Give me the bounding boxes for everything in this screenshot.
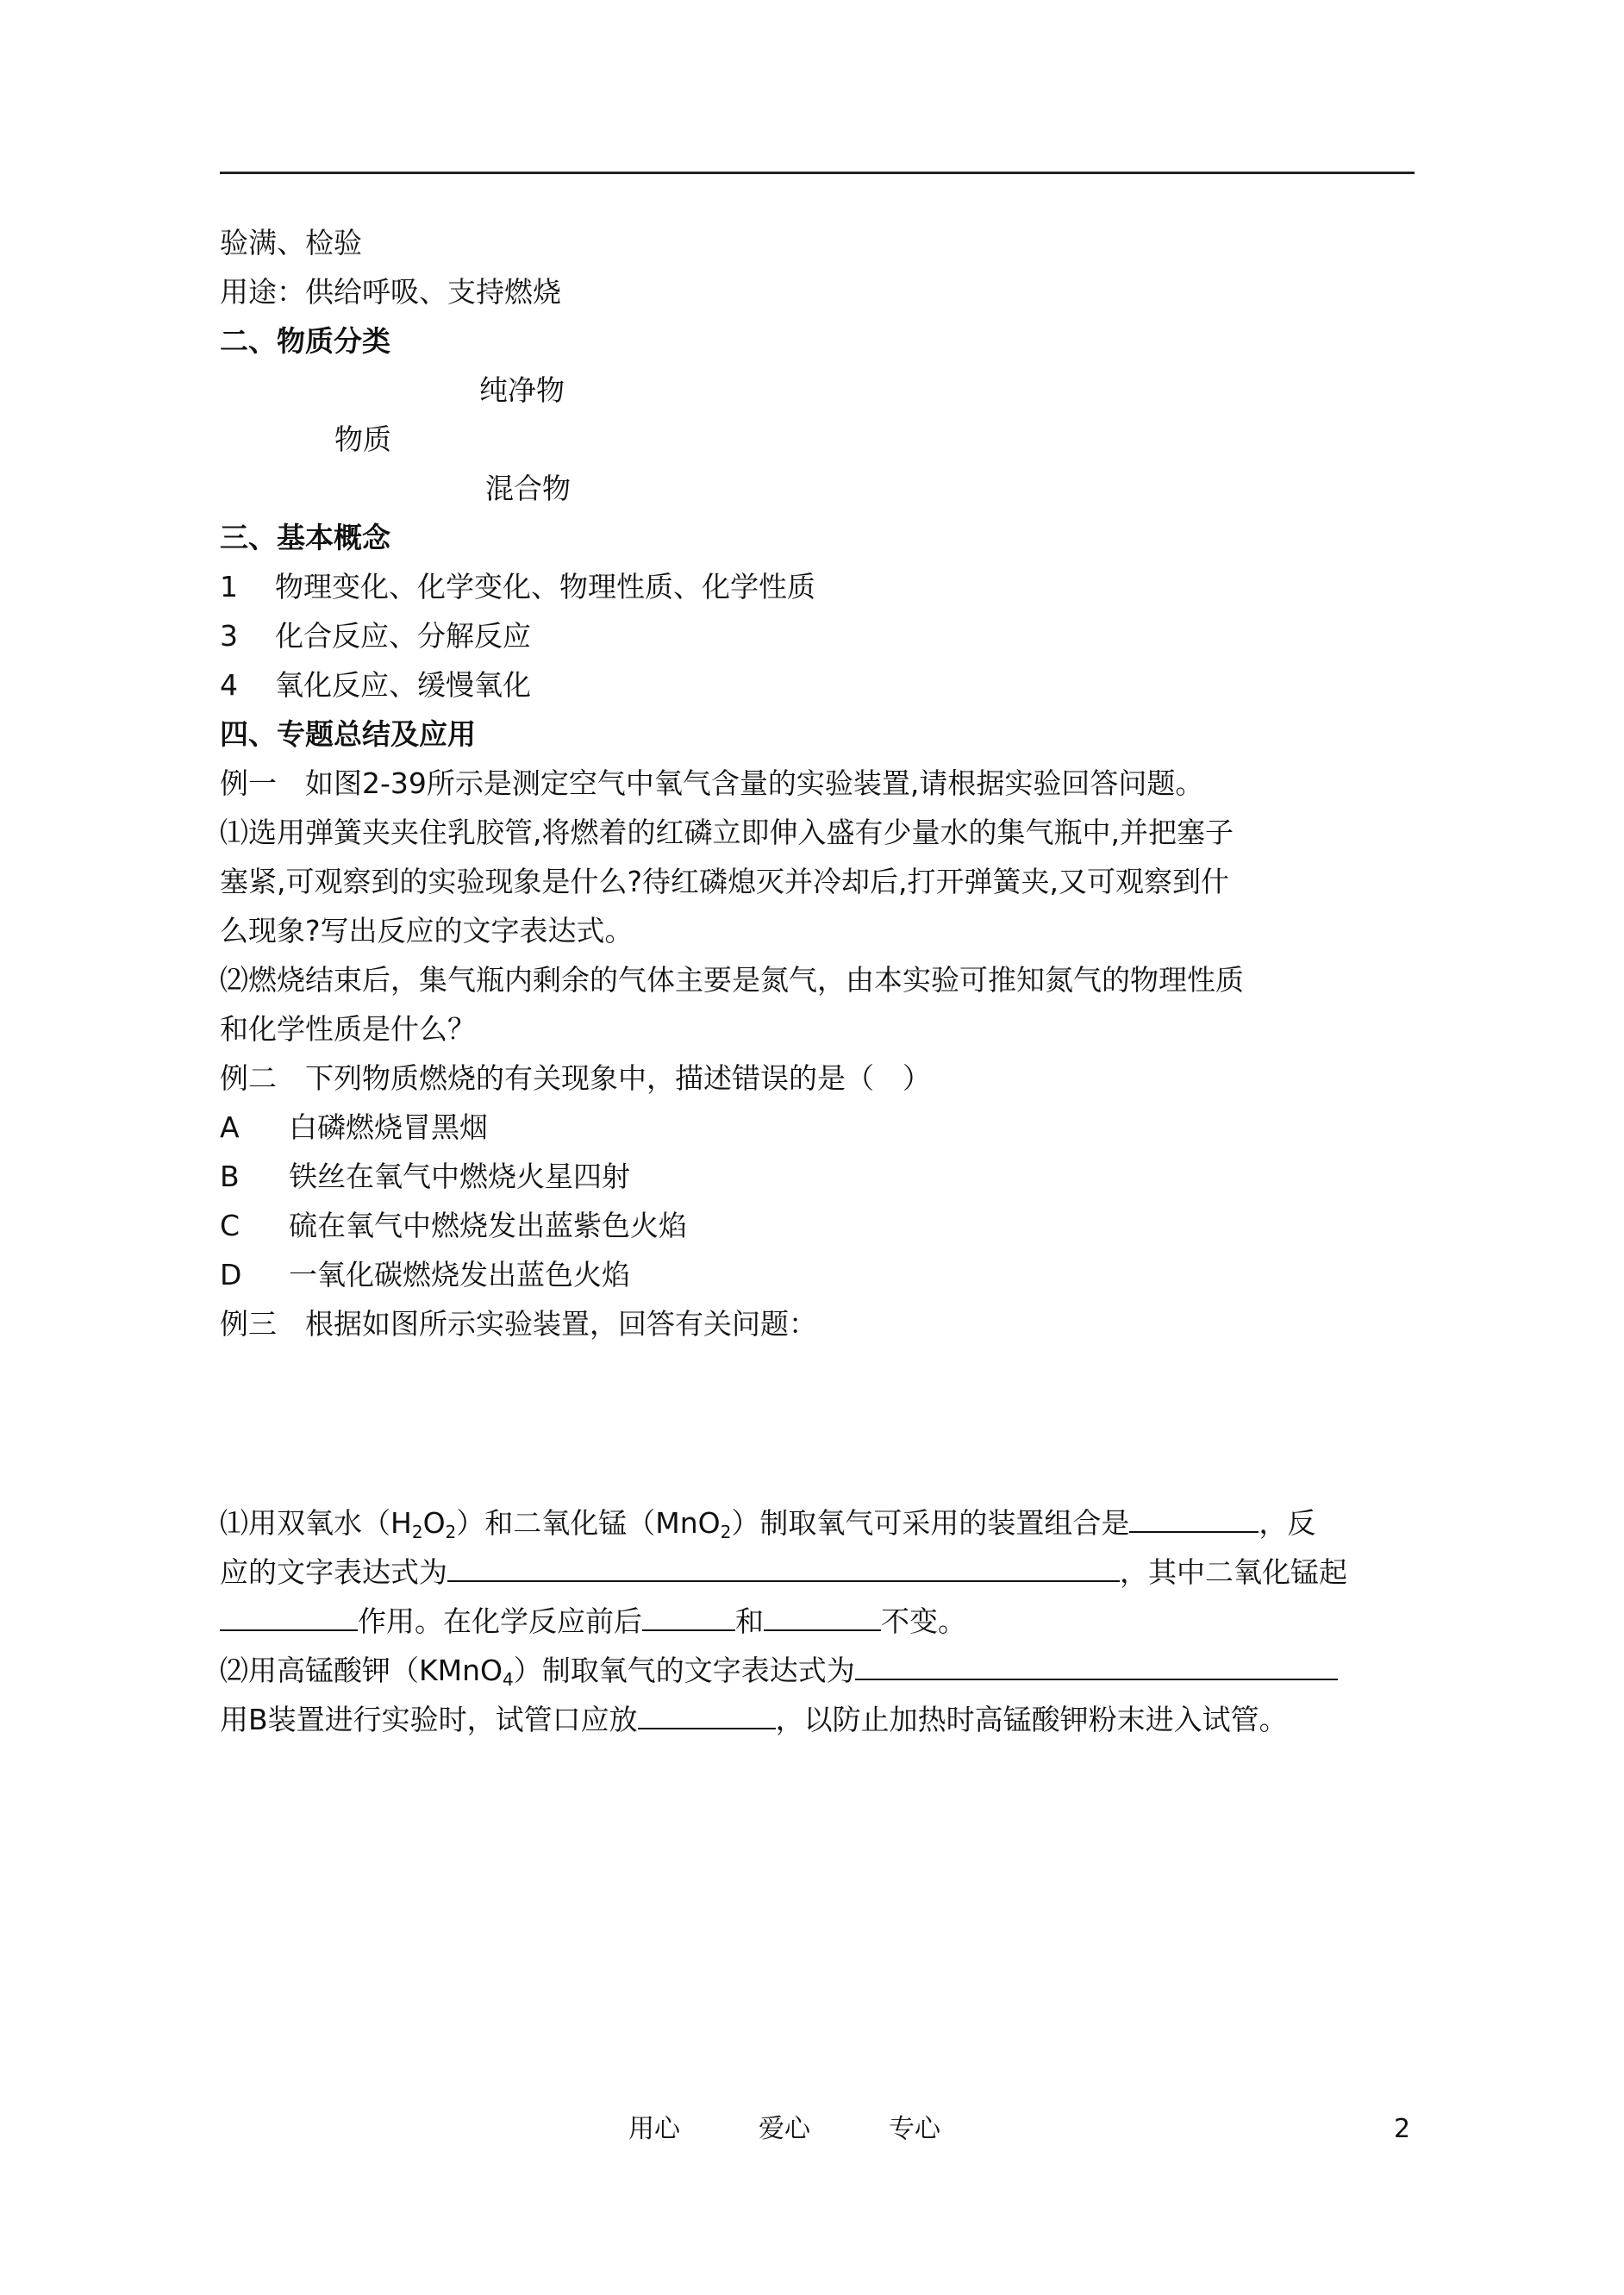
- question-line: ⑵燃烧结束后，集气瓶内剩余的气体主要是氮气，由本实验可推知氮气的物理性质: [220, 963, 1244, 997]
- answer-blank[interactable]: [1129, 1505, 1259, 1533]
- text-line: 验满、检验: [220, 226, 362, 260]
- question-line: 应的文字表达式为 ，其中二氧化锰起: [220, 1555, 1347, 1589]
- option-c: C 硫在氧气中燃烧发出蓝紫色火焰: [220, 1209, 687, 1242]
- example-title: 例二 下列物质燃烧的有关现象中，描述错误的是（ ）: [220, 1061, 931, 1095]
- answer-blank[interactable]: [764, 1604, 881, 1631]
- question-line: ⑴选用弹簧夹夹住乳胶管,将燃着的红磷立即伸入盛有少量水的集气瓶中,并把塞子: [220, 816, 1234, 849]
- header-rule: [220, 172, 1415, 174]
- example-title: 例一 如图2-39所示是测定空气中氧气含量的实验装置,请根据实验回答问题。: [220, 766, 1204, 800]
- question-line: ⑴用双氧水$(H_2O_2)$和二氧化锰（MnO$_2$）制取氧气可采用的装置组合是 ，反: [220, 1506, 1316, 1542]
- option-a: A 白磷燃烧冒黑烟: [220, 1110, 488, 1144]
- section-heading: 二、物质分类: [220, 324, 390, 358]
- page-number: 2: [1394, 2114, 1411, 2144]
- question-line: 作用。在化学反应前后 和 不变。: [220, 1604, 966, 1639]
- answer-blank[interactable]: [220, 1604, 358, 1631]
- concept-item: 4 氧化反应、缓慢氧化: [220, 668, 531, 702]
- section-heading: 三、基本概念: [220, 521, 390, 554]
- question-line: 和化学性质是什么？: [220, 1012, 476, 1046]
- example-title: 例三 根据如图所示实验装置，回答有关问题：: [220, 1307, 817, 1341]
- concept-item: 1 物理变化、化学变化、物理性质、化学性质: [220, 570, 815, 603]
- footer-word: 用心: [628, 2114, 680, 2144]
- answer-blank[interactable]: [642, 1604, 735, 1631]
- concept-item: 3 化合反应、分解反应: [220, 619, 531, 653]
- answer-blank[interactable]: [638, 1702, 776, 1729]
- classification-mixture: 混合物: [485, 472, 571, 505]
- option-d: D 一氧化碳燃烧发出蓝色火焰: [220, 1258, 630, 1291]
- answer-blank[interactable]: [855, 1653, 1338, 1680]
- option-b: B 铁丝在氧气中燃烧火星四射: [220, 1160, 630, 1193]
- classification-substance: 物质: [334, 422, 391, 456]
- footer-word: 专心: [889, 2114, 940, 2144]
- answer-blank[interactable]: [447, 1554, 1120, 1582]
- question-line: 么现象?写出反应的文字表达式。: [220, 914, 634, 947]
- footer-word: 爱心: [759, 2114, 810, 2144]
- text-line: 用途：供给呼吸、支持燃烧: [220, 275, 561, 309]
- section-heading: 四、专题总结及应用: [220, 717, 476, 751]
- question-line: ⑵用高锰酸钾（KMnO$_4$）制取氧气的文字表达式为: [220, 1653, 1338, 1688]
- question-line: 塞紧,可观察到的实验现象是什么?待红磷熄灭并冷却后,打开弹簧夹,又可观察到什: [220, 865, 1229, 898]
- question-line: 用B装置进行实验时，试管口应放 ，以防止加热时高锰酸钾粉末进入试管。: [220, 1703, 1288, 1736]
- classification-pure: 纯净物: [479, 373, 565, 407]
